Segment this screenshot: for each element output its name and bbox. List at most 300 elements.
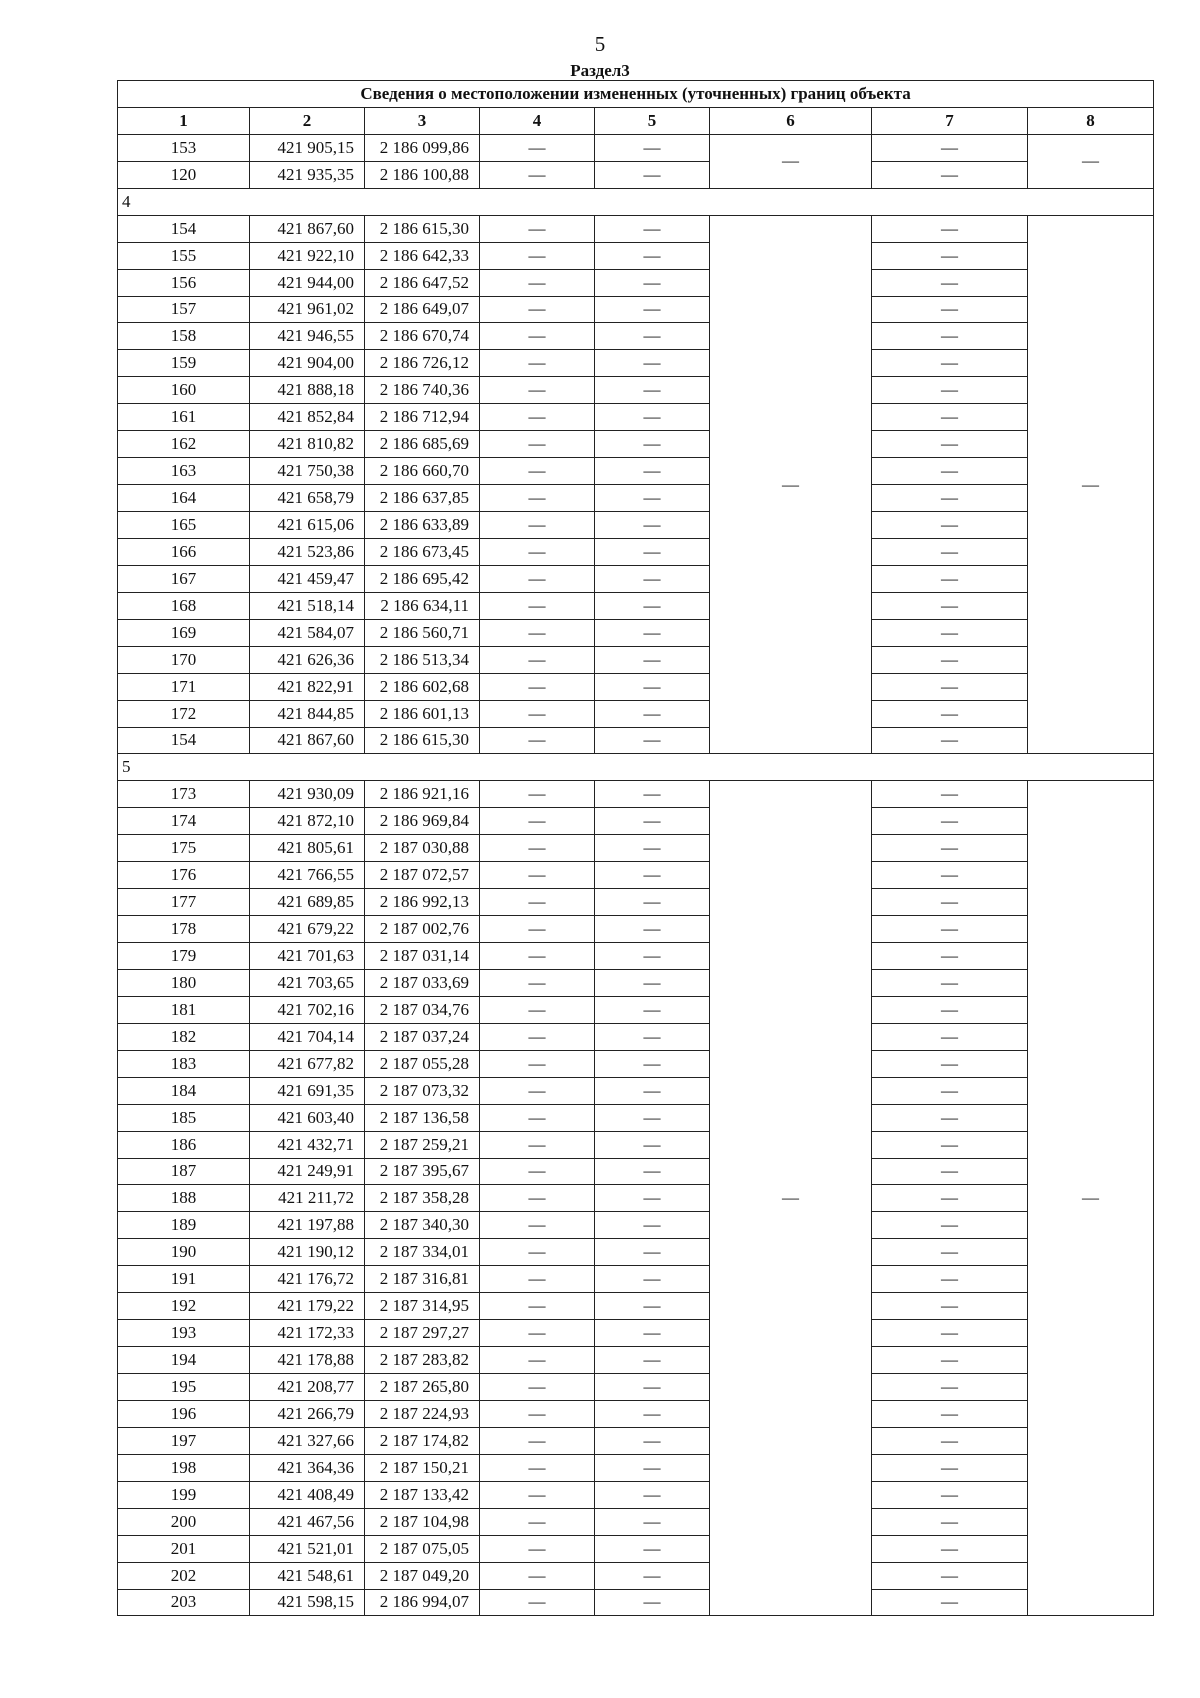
col5-value: — [595, 1562, 710, 1589]
coordinate-y: 2 186 647,52 [365, 269, 480, 296]
col7-value: — [872, 161, 1028, 188]
point-number: 174 [118, 808, 250, 835]
coordinate-x: 421 658,79 [250, 485, 365, 512]
coordinate-x: 421 626,36 [250, 646, 365, 673]
coordinate-y: 2 186 100,88 [365, 161, 480, 188]
coordinate-y: 2 186 633,89 [365, 512, 480, 539]
col5-value: — [595, 431, 710, 458]
col5-value: — [595, 458, 710, 485]
coordinate-y: 2 186 615,30 [365, 727, 480, 754]
coordinate-y: 2 186 642,33 [365, 242, 480, 269]
col4-value: — [480, 269, 595, 296]
col6-merged-value: — [710, 134, 872, 188]
coordinate-y: 2 187 002,76 [365, 916, 480, 943]
coordinate-y: 2 186 615,30 [365, 215, 480, 242]
point-number: 173 [118, 781, 250, 808]
table-row [118, 242, 1154, 269]
col4-value: — [480, 673, 595, 700]
col4-value: — [480, 781, 595, 808]
col5-value: — [595, 296, 710, 323]
col4-value: — [480, 1131, 595, 1158]
table-row [118, 862, 1154, 889]
coordinate-x: 421 677,82 [250, 1050, 365, 1077]
coordinate-x: 421 805,61 [250, 835, 365, 862]
col5-value: — [595, 1589, 710, 1616]
coordinate-y: 2 187 297,27 [365, 1320, 480, 1347]
coordinate-y: 2 186 560,71 [365, 619, 480, 646]
col4-value: — [480, 1589, 595, 1616]
table-row [118, 1131, 1154, 1158]
col5-value: — [595, 242, 710, 269]
col5-value: — [595, 835, 710, 862]
col5-value: — [595, 969, 710, 996]
coordinate-y: 2 187 075,05 [365, 1535, 480, 1562]
col4-value: — [480, 296, 595, 323]
col5-value: — [595, 1158, 710, 1185]
col7-value: — [872, 538, 1028, 565]
point-number: 183 [118, 1050, 250, 1077]
coordinate-y: 2 187 358,28 [365, 1185, 480, 1212]
col7-value: — [872, 808, 1028, 835]
group-label: 5 [118, 754, 1154, 781]
col7-value: — [872, 727, 1028, 754]
table-caption: Сведения о местоположении измененных (уточненных) границ объекта [118, 81, 1154, 108]
table-row [118, 1320, 1154, 1347]
point-number: 176 [118, 862, 250, 889]
col5-value: — [595, 1131, 710, 1158]
coordinate-y: 2 187 104,98 [365, 1508, 480, 1535]
coordinate-x: 421 961,02 [250, 296, 365, 323]
coordinate-y: 2 187 314,95 [365, 1293, 480, 1320]
table-row [118, 1266, 1154, 1293]
col4-value: — [480, 1266, 595, 1293]
table-caption-row [118, 81, 1154, 108]
coordinate-y: 2 187 073,32 [365, 1077, 480, 1104]
coordinate-y: 2 186 695,42 [365, 565, 480, 592]
col5-value: — [595, 1454, 710, 1481]
table-row [118, 323, 1154, 350]
group-label: 4 [118, 188, 1154, 215]
col4-value: — [480, 431, 595, 458]
col7-value: — [872, 781, 1028, 808]
col4-value: — [480, 808, 595, 835]
col5-value: — [595, 1023, 710, 1050]
coordinate-y: 2 186 992,13 [365, 889, 480, 916]
col7-value: — [872, 1077, 1028, 1104]
coordinate-x: 421 190,12 [250, 1239, 365, 1266]
coordinate-x: 421 548,61 [250, 1562, 365, 1589]
coordinate-x: 421 176,72 [250, 1266, 365, 1293]
col5-value: — [595, 323, 710, 350]
col4-value: — [480, 1481, 595, 1508]
table-row [118, 835, 1154, 862]
table-row [118, 1293, 1154, 1320]
col6-merged-value: — [710, 215, 872, 754]
point-number: 181 [118, 996, 250, 1023]
table-row [118, 296, 1154, 323]
coordinate-x: 421 178,88 [250, 1347, 365, 1374]
point-number: 184 [118, 1077, 250, 1104]
col4-value: — [480, 512, 595, 539]
col5-value: — [595, 215, 710, 242]
col4-value: — [480, 1023, 595, 1050]
col5-value: — [595, 1050, 710, 1077]
coordinate-y: 2 187 340,30 [365, 1212, 480, 1239]
table-row [118, 1589, 1154, 1616]
table-row [118, 161, 1154, 188]
col7-value: — [872, 862, 1028, 889]
coordinate-x: 421 904,00 [250, 350, 365, 377]
col7-value: — [872, 431, 1028, 458]
col7-value: — [872, 1023, 1028, 1050]
col7-value: — [872, 1212, 1028, 1239]
coordinate-x: 421 521,01 [250, 1535, 365, 1562]
col7-value: — [872, 1589, 1028, 1616]
col7-value: — [872, 835, 1028, 862]
coordinate-y: 2 187 049,20 [365, 1562, 480, 1589]
coordinate-x: 421 432,71 [250, 1131, 365, 1158]
coordinate-x: 421 944,00 [250, 269, 365, 296]
coordinate-y: 2 187 316,81 [365, 1266, 480, 1293]
col7-value: — [872, 404, 1028, 431]
col4-value: — [480, 727, 595, 754]
column-header: 6 [710, 107, 872, 134]
col7-value: — [872, 350, 1028, 377]
coordinate-y: 2 187 037,24 [365, 1023, 480, 1050]
coordinate-x: 421 467,56 [250, 1508, 365, 1535]
coordinate-y: 2 187 033,69 [365, 969, 480, 996]
coordinate-y: 2 187 265,80 [365, 1374, 480, 1401]
col7-value: — [872, 1481, 1028, 1508]
col7-value: — [872, 1131, 1028, 1158]
col4-value: — [480, 1535, 595, 1562]
coordinate-x: 421 867,60 [250, 215, 365, 242]
col4-value: — [480, 1508, 595, 1535]
col8-merged-value: — [1028, 215, 1154, 754]
point-number: 162 [118, 431, 250, 458]
col7-value: — [872, 700, 1028, 727]
col4-value: — [480, 1104, 595, 1131]
table-row [118, 1454, 1154, 1481]
col4-value: — [480, 242, 595, 269]
coordinate-x: 421 603,40 [250, 1104, 365, 1131]
col4-value: — [480, 943, 595, 970]
coordinate-x: 421 766,55 [250, 862, 365, 889]
coordinate-y: 2 187 224,93 [365, 1400, 480, 1427]
point-number: 199 [118, 1481, 250, 1508]
coordinate-x: 421 179,22 [250, 1293, 365, 1320]
table-row [118, 996, 1154, 1023]
coordinate-x: 421 459,47 [250, 565, 365, 592]
coordinate-x: 421 249,91 [250, 1158, 365, 1185]
col4-value: — [480, 1347, 595, 1374]
col4-value: — [480, 700, 595, 727]
column-header: 1 [118, 107, 250, 134]
col5-value: — [595, 862, 710, 889]
col7-value: — [872, 1050, 1028, 1077]
table-row [118, 619, 1154, 646]
col4-value: — [480, 862, 595, 889]
col7-value: — [872, 969, 1028, 996]
col7-value: — [872, 1158, 1028, 1185]
coordinate-x: 421 822,91 [250, 673, 365, 700]
col4-value: — [480, 996, 595, 1023]
col4-value: — [480, 969, 595, 996]
col4-value: — [480, 1158, 595, 1185]
col4-value: — [480, 1185, 595, 1212]
table-row [118, 700, 1154, 727]
coordinate-y: 2 186 099,86 [365, 134, 480, 161]
column-header: 7 [872, 107, 1028, 134]
col7-value: — [872, 565, 1028, 592]
col5-value: — [595, 889, 710, 916]
point-number: 196 [118, 1400, 250, 1427]
table-body [118, 81, 1154, 1616]
col7-value: — [872, 1185, 1028, 1212]
table-row [118, 808, 1154, 835]
coordinate-x: 421 518,14 [250, 592, 365, 619]
coordinate-y: 2 187 150,21 [365, 1454, 480, 1481]
coordinate-x: 421 935,35 [250, 161, 365, 188]
col4-value: — [480, 1427, 595, 1454]
col7-value: — [872, 1320, 1028, 1347]
table-row [118, 1050, 1154, 1077]
table-row [118, 1481, 1154, 1508]
col4-value: — [480, 1562, 595, 1589]
col7-value: — [872, 377, 1028, 404]
table-row [118, 646, 1154, 673]
col5-value: — [595, 269, 710, 296]
point-number: 175 [118, 835, 250, 862]
col7-value: — [872, 485, 1028, 512]
page-number: 5 [594, 32, 606, 56]
point-number: 166 [118, 538, 250, 565]
col4-value: — [480, 565, 595, 592]
coordinate-x: 421 208,77 [250, 1374, 365, 1401]
coordinate-y: 2 186 649,07 [365, 296, 480, 323]
point-number: 189 [118, 1212, 250, 1239]
coordinate-y: 2 187 034,76 [365, 996, 480, 1023]
point-number: 158 [118, 323, 250, 350]
point-number: 193 [118, 1320, 250, 1347]
col7-value: — [872, 916, 1028, 943]
coordinate-y: 2 187 031,14 [365, 943, 480, 970]
col4-value: — [480, 485, 595, 512]
coordinate-y: 2 186 601,13 [365, 700, 480, 727]
point-number: 168 [118, 592, 250, 619]
col4-value: — [480, 538, 595, 565]
col5-value: — [595, 404, 710, 431]
table-row [118, 1400, 1154, 1427]
coordinate-x: 421 703,65 [250, 969, 365, 996]
table-row [118, 1077, 1154, 1104]
col4-value: — [480, 1212, 595, 1239]
point-number: 194 [118, 1347, 250, 1374]
point-number: 167 [118, 565, 250, 592]
table-row [118, 377, 1154, 404]
col5-value: — [595, 1293, 710, 1320]
col5-value: — [595, 350, 710, 377]
coordinate-y: 2 186 740,36 [365, 377, 480, 404]
col7-value: — [872, 1535, 1028, 1562]
point-number: 192 [118, 1293, 250, 1320]
col4-value: — [480, 1454, 595, 1481]
col5-value: — [595, 943, 710, 970]
col7-value: — [872, 889, 1028, 916]
table-row [118, 1535, 1154, 1562]
col5-value: — [595, 1535, 710, 1562]
col4-value: — [480, 1374, 595, 1401]
col7-value: — [872, 1427, 1028, 1454]
coordinate-x: 421 867,60 [250, 727, 365, 754]
coordinate-y: 2 187 283,82 [365, 1347, 480, 1374]
col7-value: — [872, 512, 1028, 539]
col4-value: — [480, 835, 595, 862]
col5-value: — [595, 1481, 710, 1508]
table-row [118, 1212, 1154, 1239]
coordinate-y: 2 186 513,34 [365, 646, 480, 673]
point-number: 164 [118, 485, 250, 512]
col5-value: — [595, 565, 710, 592]
table-row [118, 1158, 1154, 1185]
col4-value: — [480, 350, 595, 377]
coordinate-x: 421 615,06 [250, 512, 365, 539]
col7-value: — [872, 1508, 1028, 1535]
coordinate-y: 2 187 334,01 [365, 1239, 480, 1266]
point-number: 165 [118, 512, 250, 539]
col5-value: — [595, 781, 710, 808]
coordinate-y: 2 186 712,94 [365, 404, 480, 431]
col4-value: — [480, 916, 595, 943]
table-header-row [118, 107, 1154, 134]
col5-value: — [595, 646, 710, 673]
point-number: 177 [118, 889, 250, 916]
point-number: 156 [118, 269, 250, 296]
col8-merged-value: — [1028, 781, 1154, 1616]
coordinate-x: 421 584,07 [250, 619, 365, 646]
col7-value: — [872, 1400, 1028, 1427]
col5-value: — [595, 485, 710, 512]
col7-value: — [872, 673, 1028, 700]
col7-value: — [872, 1562, 1028, 1589]
column-header: 5 [595, 107, 710, 134]
table-row [118, 565, 1154, 592]
section-title: Раздел3 [570, 61, 630, 80]
table-row [118, 215, 1154, 242]
coordinate-x: 421 266,79 [250, 1400, 365, 1427]
col5-value: — [595, 673, 710, 700]
coordinate-x: 421 679,22 [250, 916, 365, 943]
col4-value: — [480, 1400, 595, 1427]
col4-value: — [480, 458, 595, 485]
point-number: 153 [118, 134, 250, 161]
coordinate-y: 2 186 670,74 [365, 323, 480, 350]
group-header-row [118, 754, 1154, 781]
coordinate-x: 421 888,18 [250, 377, 365, 404]
coordinate-y: 2 186 969,84 [365, 808, 480, 835]
point-number: 203 [118, 1589, 250, 1616]
col7-value: — [872, 1104, 1028, 1131]
col4-value: — [480, 646, 595, 673]
col5-value: — [595, 1347, 710, 1374]
col7-value: — [872, 458, 1028, 485]
table-row [118, 134, 1154, 161]
point-number: 185 [118, 1104, 250, 1131]
boundary-table [117, 80, 1154, 1616]
coordinate-x: 421 750,38 [250, 458, 365, 485]
table-row [118, 916, 1154, 943]
col5-value: — [595, 1212, 710, 1239]
point-number: 180 [118, 969, 250, 996]
coordinate-x: 421 905,15 [250, 134, 365, 161]
group-header-row [118, 188, 1154, 215]
col5-value: — [595, 592, 710, 619]
coordinate-x: 421 408,49 [250, 1481, 365, 1508]
point-number: 169 [118, 619, 250, 646]
table-row [118, 404, 1154, 431]
col7-value: — [872, 592, 1028, 619]
coordinate-x: 421 702,16 [250, 996, 365, 1023]
col6-merged-value: — [710, 781, 872, 1616]
coordinate-y: 2 186 634,11 [365, 592, 480, 619]
col4-value: — [480, 619, 595, 646]
col7-value: — [872, 646, 1028, 673]
point-number: 186 [118, 1131, 250, 1158]
coordinate-x: 421 689,85 [250, 889, 365, 916]
coordinate-y: 2 187 395,67 [365, 1158, 480, 1185]
coordinate-y: 2 186 660,70 [365, 458, 480, 485]
column-header: 2 [250, 107, 365, 134]
coordinate-y: 2 186 637,85 [365, 485, 480, 512]
col5-value: — [595, 619, 710, 646]
point-number: 187 [118, 1158, 250, 1185]
col5-value: — [595, 161, 710, 188]
col5-value: — [595, 377, 710, 404]
col4-value: — [480, 1077, 595, 1104]
coordinate-x: 421 704,14 [250, 1023, 365, 1050]
col5-value: — [595, 916, 710, 943]
col7-value: — [872, 619, 1028, 646]
point-number: 178 [118, 916, 250, 943]
point-number: 159 [118, 350, 250, 377]
point-number: 160 [118, 377, 250, 404]
point-number: 161 [118, 404, 250, 431]
point-number: 201 [118, 1535, 250, 1562]
coordinate-x: 421 922,10 [250, 242, 365, 269]
col5-value: — [595, 1077, 710, 1104]
col4-value: — [480, 215, 595, 242]
col7-value: — [872, 1239, 1028, 1266]
col5-value: — [595, 1185, 710, 1212]
col4-value: — [480, 404, 595, 431]
point-number: 198 [118, 1454, 250, 1481]
col4-value: — [480, 134, 595, 161]
coordinate-y: 2 186 602,68 [365, 673, 480, 700]
coordinate-x: 421 211,72 [250, 1185, 365, 1212]
col4-value: — [480, 1320, 595, 1347]
table-row [118, 350, 1154, 377]
point-number: 202 [118, 1562, 250, 1589]
coordinate-x: 421 844,85 [250, 700, 365, 727]
point-number: 163 [118, 458, 250, 485]
col5-value: — [595, 727, 710, 754]
col7-value: — [872, 943, 1028, 970]
point-number: 157 [118, 296, 250, 323]
coordinate-y: 2 186 921,16 [365, 781, 480, 808]
column-header: 4 [480, 107, 595, 134]
coordinate-x: 421 701,63 [250, 943, 365, 970]
col5-value: — [595, 808, 710, 835]
